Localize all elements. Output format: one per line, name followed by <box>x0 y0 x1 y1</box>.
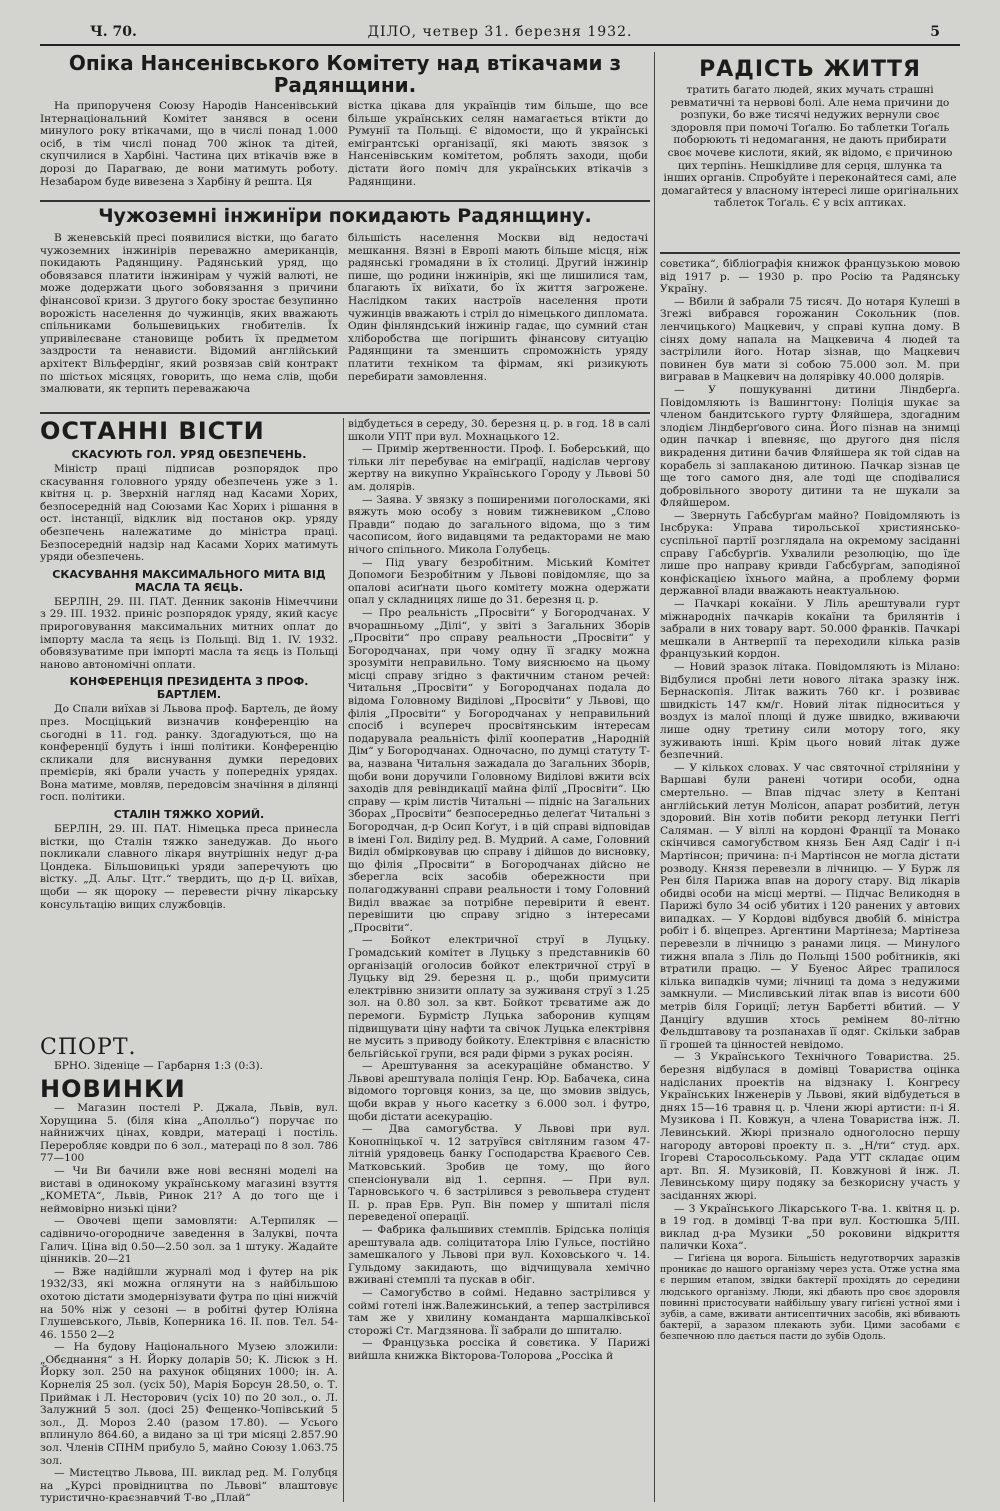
rule-1 <box>40 200 650 202</box>
sport-section-title: СПОРТ. <box>40 1036 137 1060</box>
newspaper-title: ДІЛО, четвер 31. березня 1932. <box>367 24 633 40</box>
middle-item: — Про реальність „Просвіти“ у Богородчанах. У вчорашньому „Ділі“, у звіті з Загальних Зборів „Просвіти“ про справу реальности „Просвіти“ у Богородчанах, при чому одну її згадку можна зрозуміти неправильно. Тому вияснюємо на цьому місці справу згідно з фактичним станом речей: Читальня „Просвіти“ у Богородчанах подала до відома Головному Виділові „Просвіти“ у Львові, що філія „Просвіти“ у Богородчанах у неправильний спосіб і всупереч просвітянським інтересам подарувала реальність філії кооператив „Народній Дім“ у Богородчанах. Одночасно, по думці статуту Т-ва, названа Читальня зажадала до Загальних Зборів, щоби вони доручили Головному Виділові вжити всіх заходів для ревіндикації майна філії „Просвіти“. Цю справу — крім листів Читальні — підніс на Загальних Зборах „Просвіти“ безпосередньо делеґат Читальні з Богородчан, д-р Осип Коґут, і в цій справі відповідав в імені Гол. Виділу ред. В. Мудрий. А саме, Головний Виділ обмірковував цю справу і дійшов до висновку, що філія „Просвіти“ в Богородчанах дійсно не зберегла всіх засобів обережности при полагоджуванні справи реальности і тому Головний Виділ вважає за потрібне перевірити й евент. перевішити цю справу згідно з інтересами „Просвіти“. <box>348 606 650 934</box>
news-section-title: НОВИНКИ <box>40 1076 186 1103</box>
sport-text: БРНО. Зіденіце — Гарбарня 1:3 (0:3). <box>54 1060 264 1072</box>
news-item: — Овочеві щепи замовляти: А.Терпиляк — садівничо-огородниче заведення в Залукві, почта Галич. Ціна від 0.50—2.50 зол. за 1 штуку. Жадайте цінників. 20—21 <box>40 1215 338 1266</box>
right-item: совєтика“, бібліографія книжок французькою мовою від 1917 р. — 1930 р. про Росію та Радянську Україну. <box>660 258 960 296</box>
page-number: 5 <box>930 24 940 40</box>
right-item: — У кількох словах. У час святочної стріляніни у Варшаві були ранені чотири особи, одна смертельно. — Впав підчас злету в Кептані англійський летун Молісон, апарат розбитий, летун здоровий. Він хотів побити рекорд летунки Пеґґі Саляман. — У віллі на кордоні Франції та Монако скінчився самогубством князь Бен Аяд Садіґ і п-і Мартінсон; причина: п-і Мартінсон не могла дістати розводу. Князя перевезли в лічницю. — У Бурж ля Рен біля Парижа впав на дорогу стару. Від лікарів обидві особи на місці мертві. — Підчас Великодня в Парижі було 34 осіб убитих і 120 ранених у автових випадках. — У Кордові відбувся двобій б. міністра робіт і б. віцепрез. Аргентини Мартінеза; Мартінеза перевезли в лічницю з ранами лиця. — Минулого тижня впала з Ліль до Польщі 1500 робітників, які втратили працю. — У Буенос Айрес трапилося кілька випадків чуми; лічниці та дома з недужими замкнули. — Мисливський літак впав із висоти 600 метрів біля Гориції; летун Барбетті вбитий. — У Данціґу вдушив хтось ремінем 80-літню Фельдштавову та розпанахав її одяг. Скільки забрав її грошей та цінностей невідомо. <box>660 761 960 1051</box>
news-item: — На будову Національного Музею зложили: „Обєднання“ з Н. Йорку доларів 50; К. Лісюк з Н. Йорку зол. 250 на рахунок обіцяних 1000; ін. А. Корнелія 25 зол. (усіх 50), Марія Борсун 28.50, о. Т. Приймак і Л. Несторович (усіх 10) по 20 зол., о. Л. Залужний 5 зол. (досі 25) Фещенко-Чопівський 5 зол., Д. Мороз 2.40 (разом 17.80). — Усього вплинуло 864.60, а видано за ці три місяці 2.857.90 зол. Членів СПНМ прибуло 5, майно Союзу 1.063.75 зол. <box>40 1341 338 1467</box>
middle-item: — Самогубство в соймі. Недавно застрілився у соймі готелі інж.Валежинський, а тепер застрілився там же у хвилину команданта маршалківської сторожі Ст. Магдзянова. Її забрали до шпиталю. <box>348 1286 650 1337</box>
conference-headline: КОНФЕРЕНЦІЯ ПРЕЗИДЕНТА З ПРОФ. БАРТЛЕМ. <box>69 675 309 702</box>
nansen-text-2: вістка цікава для українців тим більше, що все більше українських селян намагається втікти до Румунії та Польщі. Є відомости, що й українські емігрантські організації, які мають звязок з Нансенівським комітетом, роблять заходи, щоби дістати його поміч для українських втікачів з Радянщини. <box>348 100 648 188</box>
engineers-text-1: В женевській пресі появилися вістки, що багато чужоземних інжинірів переважно американців, покидають Радянщину. Радянський уряд, що обовязався платити інжинірам у чужій валюті, не може додержати цього зобовязання з причини фінансової кризи. З другого боку зростає безупинно ворожість населення до чужинців, яких вважають спільниками большевицьких гнобителів. Їх упривілеєване становище робить їх предметом заздрости та ненависти. Відомий англійський архітект Вільфердінг, який розвязав свій контракт по шістьох місяцях, говорить, що нема слів, щоби змалювати, як терпить переважаюча <box>40 232 338 396</box>
running-header <box>40 22 960 46</box>
right-item: — Звернуть Габсбурґам майно? Повідомляють із Інсбрука: Управа тирольської християнсько-суспільної партії розглядала на окремому засіданні справу Габсбурґів. Ухвалили резолюцію, що їде лише про направу кривди Габсбурґам, заподіяної конфіскацією їхнього майна, а проблему форми державної влади вважають неактуальною. <box>660 509 960 598</box>
joy-ad <box>660 56 960 252</box>
news-item: — Магазин постелі Р. Джала, Львів, вул. Хорущина 5. (біля кіна „Аполльо“) поручає по найнижчих цінах, ковдри, матераці і постіль. Переробляє ковдри по 6 зол., матераці по 8 зол. 786 77—100 <box>40 1102 338 1165</box>
nansen-headline-box <box>40 52 650 100</box>
middle-item: — Французька россіка й совєтика. У Парижі вийшла книжка Вікторова-Толорова „Россіка й <box>348 1337 650 1362</box>
news-item: — Чи Ви бачили вже нові весняні моделі на виставі в одиноκому українському магазині взуття „КОМЕТА“, Львів, Ринок 21? А до того ще і неймовірно низькі ціни? <box>40 1164 338 1215</box>
middle-item: відбудеться в середу, 30. березня ц. р. в год. 18 в салі школи УПТ при вул. Мохнацького 12. <box>348 418 650 443</box>
engineers-headline-box <box>40 204 650 232</box>
right-column <box>660 258 960 1504</box>
stalin-headline: СТАЛІН ТЯЖКО ХОРИЙ. <box>113 808 265 822</box>
duty-text: БЕРЛІН, 29. III. ПАТ. Денник законів Німеччини з 29. III. 1932. приніс розпорядок уряду, який касує прироговування максимальних митних оплат до імпорту масла та яєць із Польщі. Від 1. IV. 1932. обовязуватиме при імпорті масла та яєць із Польщі наново автономічні оплати. <box>40 595 338 671</box>
middle-item: — Примір жертвенности. Проф. І. Боберський, що тільки літ перебуває на еміґрації, надіслав чергову жертву на викупно Українського Городу у Львові 50 ам. долярів. <box>348 443 650 493</box>
right-item: — Гиґієна ця ворога. Більшість недуготворчих заразків проникає до нашого організму через уста. Отже устна яма є першим етапом, звідки бактерії прохідять до середини людського організму. Люди, які дбають про своє здоровля повинні пристосувати найбільшу увагу гиґієні устної ями і зубів, а саме, вживати антисептичних засобів, які вбивають бактерії, а заразом плекають зуби. Цими засобами є безпечною пло дається пасти до зубів Одоль. <box>660 1252 960 1343</box>
middle-column <box>348 418 650 1504</box>
middle-item: — Заява. У звязку з поширеними поголосками, які вяжуть мою особу з новим тижневиком „Слово Правди“ подаю до загального відома, що з тим часописом, його видавцями та редакторами не маю нічого спільного. Микола Голубець. <box>348 493 650 556</box>
stalin-text: БЕРЛІН, 29. III. ПАТ. Німецька преса принесла вістки, що Сталін тяжко занедужав. До нього покликали славного лікаря внутрішніх недуг д-ра Цондека. Більшовицькі уряди заперечують цю вістку. „Д. Альг. Цтг.“ твердить, що д-р Ц. виїхав, щоби — як щороку — перевести річну лікарську консультацію вищих службовців. <box>40 823 338 911</box>
news-column <box>40 1076 338 1504</box>
nansen-headline: Опіка Нансенівського Комітету над втікачами з Радянщини. <box>68 52 622 97</box>
col-divider-right <box>654 52 655 1502</box>
insurance-headline: СКАСУЮТЬ ГОЛ. УРЯД ОБЕЗПЕЧЕНЬ. <box>71 448 307 461</box>
engineers-col-1 <box>40 232 338 404</box>
latest-news-column <box>40 418 338 1032</box>
middle-item: — Два самогубства. У Львові при вул. Конопніцької ч. 12 затруївся світляним газом 47-літній урядовець банку Господарства Краєвого Сев. Матковський. Зробив це тому, що його спенсіонували від 1. серпня. — При вул. Тарновського ч. 6 застрілився з револьвера студент II. р. прав Ерв. Руп. Він помер у шпиталі після переведеної операції. <box>348 1123 650 1224</box>
nansen-col-1 <box>40 100 338 196</box>
middle-item: — Під увагу безробітним. Міський Комітет Допомоги Безробітним у Львові повідомляє, що за опалові асиґнати цього комітету можна одержати опал у складницях лише до 31. березня ц. р. <box>348 556 650 607</box>
rule-3 <box>660 252 960 254</box>
conference-text: До Спали виїхав зі Львова проф. Бартель, де йому през. Мосціцький визначив конференцію на сьогодні в 11. год. ранку. Здогадуються, що на конференції будуть і інші політики. Конференцію скликали для виснування думки передових премієрів, які брали участь у попередніх урядах. Вона матиме, мовляв, передовсім значіння в ділянці госп. політики. <box>40 703 338 804</box>
right-item: — Новий зразок літака. Повідомляють із Мілано: Відбулися пробні лети нового літака зразку інж. Бернаскопія. Літак важить 760 кг. і розвиває швидкість 147 км/г. Новий літак підноситься у воздух із малої площі й дуже швидко, вживаючи лише одну третину сили мотору того, яку зуживають інші. Крім цього новий літак дуже безпечний. <box>660 661 960 762</box>
latest-section-title: ОСТАННІ ВІСТИ <box>40 418 265 445</box>
right-item: — З Українського Лікарського Т-ва. 1. квітня ц. р. в 19 год. в домівці Т-ва при вул. Костюшка 5/ІІІ. виклад д-ра Музики „50 роковини відкриття палички Коха“. <box>660 1202 960 1253</box>
engineers-headline: Чужоземні інжинїри покидають Радянщину. <box>98 205 592 227</box>
duty-headline: СКАСУВАННЯ МАКСИМАЛЬНОГО МИТА ВІД МАСЛА ТА ЯЄЦЬ. <box>52 567 326 594</box>
nansen-text-1: На припорученя Союзу Народів Нансенівський Інтернаціональний Комітет занявся в осени минулого року втікачами, що в числі понад 1.000 осіб, в тім числі понад 700 жінок та дітей, скупчилися в Харбіні. Частина цих втікачів вже в дорозі до Парагваю, де вони матимуть роботу. Незабаром буде вивезена з Харбіну й решта. Ця <box>40 100 338 188</box>
sport-column <box>40 1036 338 1072</box>
joy-headline: РАДІСТЬ ЖИТТЯ <box>699 57 921 82</box>
middle-item: — Фабрика фальшивих стемплів. Брідська поліція арештувала адв. соліцитатора Ілію Гульсе, постійно замешкалого у Львові при вул. Коховського ч. 14. Гульдому закидають, що відчищувала хемічно вживані стемплі та пускав в обіг. <box>348 1224 650 1287</box>
insurance-text: Міністр праці підписав розпорядок про скасування головного уряду обезпечень уже з 1. квітня ц. р. Зверхній нагляд над Касами Хорих, безпосередній над Союзами Кас Хорих і рішання в ост. інстанції, відклик від постанов окр. уряду обезпечень належатиме до міністра праці. Безпосередній надзір над Касами Хорих матимуть уряди обезпечень. <box>40 463 338 564</box>
middle-item: — Арештування за асекураційне обманство. У Львові арештувала поліція Генр. Юр. Бабачека, сина відомого торговця кониз, за це, що змовив звідусь, щоби вкрав у нього касетку з 6.000 зол. і футро, щоби дістати асекурацію. <box>348 1060 650 1123</box>
right-item: — У пошукуванні дитини Ліндберґа. Повідомляють із Вашингтону: Поліція шукає за членом бандитського гурту Фляйшера, здогадним злодієм Ліндберґового сина. Його пізнав на знимці один пачкар і впевняє, що другого дня після викрадення дитини бачив Фляйшера як той сідав на корабель зі заплаканою дитиною. Пачкар зізнав це ще того самого дня, але тоді ще сподівалися добровільного звороту дитини та не шукали за Фляйшером. <box>660 383 960 510</box>
col-divider-left <box>343 418 344 1502</box>
joy-text: тратить багато людей, яких мучать страшні ревматичні та нервові болі. Але нема причини до розпуки, бо вже тисячі недужих вернули своє здоровля при помочі Тоґалю. Бо таблетки Тоґаль поборюють ті недомагання, не дають прибирати своє мочеве кислоти, який, як відомо, є причиною цих терпінь. Нешкідливе для серця, шлунка та інших органів. Спробуйте і переконайтеся самі, але домагайтеся у власному інтересі лише оригінальних таблеток Тоґаль. Є у всіх аптиках. <box>661 84 959 210</box>
page-label: Ч. 70. <box>90 24 137 40</box>
engineers-col-2 <box>348 232 648 404</box>
right-item: — З Українського Технічного Товариства. 25. березня відбулася в домівці Товариства оцінка надісланих проектів на відзнаку І. Конгресу Українських Інженерів у Львові, який відбудеться в днях 15—16 травня ц. р. Члени жюрі артисти: п-і Я. Музикова і П. Ковжун, а члена Товариства інж. Л. Левинський. Жюрі признало одноголосно першу нагороду авторові проекту п. з. „Н/ти“ студ. арх. Ігореві Старосольському. Рада УТТ складає оцим арт. Вп. Я. Музиковій, П. Ковжунові й інж. Л. Левинському щиру подяку за безкорисну участь у засіданнях жюрі. <box>660 1051 960 1202</box>
engineers-text-2: більшість населення Москви від недостачі мешкання. Вязні в Европі мають більше місця, ніж радянські громадяни в їх столиці. Другий інжинір пише, що родини інжинірів, які ще лишилися там, благають їх виїхати, бо їх життя загрожене. Наслідком таких настроїв населення проти чужинців вважають і стріл до німецького дипломата. Один фінляндський інжинір гадає, що сумний стан хліборобства ще погіршить фінансову ситуацію Радянщини та зменшить спроможність уряду платити техніком та фірмам, які ризикують перебирати замовлення. <box>348 232 648 383</box>
middle-item: — Бойкот електричної струї в Луцьку. Громадський комітет в Луцьку з представників 60 організацій оголосив бойкот електричної струї в Луцьку від 29. березня ц. р., щоби примусити електрівню знизити оплату за зуживаня струї з 1.25 зол. на 0.80 зол. за квт. Бойкот трєватиме аж до перемоги. Бурмістр Луцька заборонив купцям підвищувати ціну нафти та свічок Луцька електрівня не мусить з приводу бойкоту. Електрівня є власністю бельгійської групи, вся ради фірми з руках росіян. <box>348 934 650 1060</box>
nansen-col-2 <box>348 100 648 196</box>
right-item: — Пачкарі кокаїни. У Ліль арештували гурт міжнародніх пачкарів кокаїни та брилянтів і забрали в них товару варт. 50.000 франків. Пачкарі мешкали в Антверпії та переходили кілька разів французький кордон. <box>660 598 960 661</box>
right-item: — Вбили й забрали 75 тисяч. До нотаря Кулеші в Згежі вибрався горожанин Сокольник (пов. ленчицького) Мацкевич, у справі купна дому. В сінях дому напала на Мацкевича 4 людей та застрілили його. Нотар зізнав, що Мацкевич повинен був мати зі собою 75.000 зол. М. при вигравав в Мацкевич на долярівку 40.000 долярів. <box>660 295 960 384</box>
news-item: — Мистецтво Львова, III. виклад ред. М. Голубця на „Курсі провідництва по Львові“ влаштовує туристично-краєзнавчий Т-во „Плай“ <box>40 1467 338 1504</box>
news-item: — Вже надійшли журналі мод і футер на рік 1932/33, які можна оглянути на з найбільшою охотою дістати змодернізувати футра по ціні нижчій на 50% ніж у сезоні — в робітні футер Юліяна Глушевського, Львів, Коперника 16. II. пов. Тел. 54-46. 1550 2—2 <box>40 1265 338 1341</box>
rule-2 <box>40 412 650 414</box>
